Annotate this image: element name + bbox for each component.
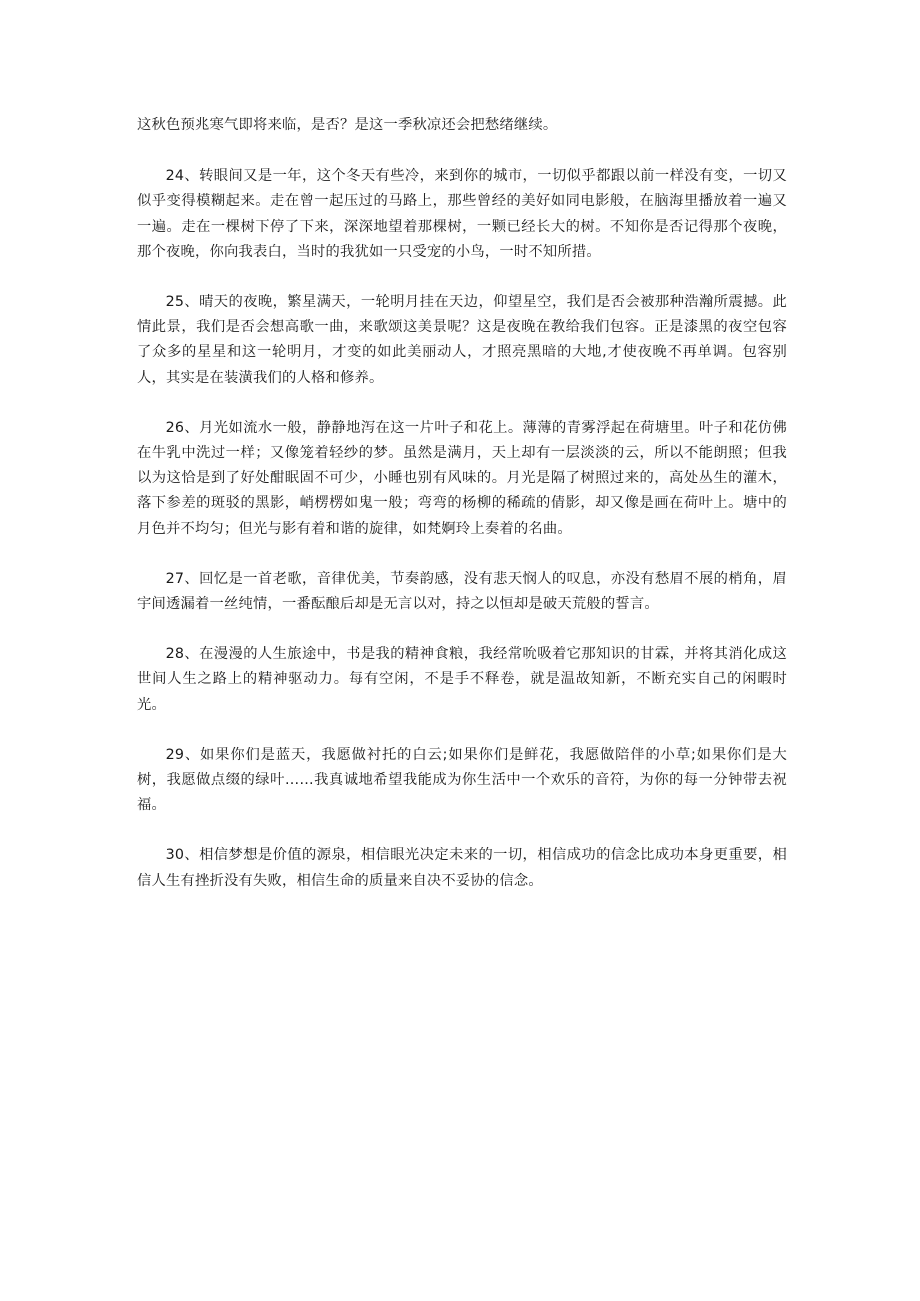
paragraph-28: 28、在漫漫的人生旅途中，书是我的精神食粮，我经常吮吸着它那知识的甘霖，并将其消化成这世间人生之路上的精神驱动力。每有空闲，不是手不释卷，就是温故知新，不断充实自己的闲暇时光。	[137, 646, 787, 713]
paragraph-continuation: 这秋色预兆寒气即将来临，是否？是这一季秋凉还会把愁绪继续。	[137, 117, 558, 133]
paragraph-30: 30、相信梦想是价值的源泉，相信眼光决定未来的一切，相信成功的信念比成功本身更重要，相信人生有挫折没有失败，相信生命的质量来自决不妥协的信念。	[137, 847, 787, 889]
paragraph-29: 29、如果你们是蓝天，我愿做衬托的白云;如果你们是鲜花，我愿做陪伴的小草;如果你们是大树，我愿做点缀的绿叶……我真诚地希望我能成为你生活中一个欢乐的音符，为你的每一分钟带去祝福。	[137, 746, 787, 814]
paragraph-27: 27、回忆是一首老歌，音律优美，节奏韵感，没有悲天悯人的叹息，亦没有愁眉不展的梢角，眉宇间透漏着一丝纯情，一番酝酿后却是无言以对，持之以恒却是破天荒般的誓言。	[137, 570, 787, 613]
document-body	[137, 113, 787, 919]
paragraph-24: 24、转眼间又是一年，这个冬天有些冷，来到你的城市，一切似乎都跟以前一样没有变，一切又似乎变得模糊起来。走在曾一起压过的马路上，那些曾经的美好如同电影般，在脑海里播放着一遍又一遍。走在一棵树下停了下来，深深地望着那棵树，一颗已经长大的树。不知你是否记得那个夜晚，那个夜晚，你向我表白，当时的我犹如一只受宠的小鸟，一时不知所措。	[137, 168, 787, 260]
paragraph-26: 26、月光如流水一般，静静地泻在这一片叶子和花上。薄薄的青雾浮起在荷塘里。叶子和花仿佛在牛乳中洗过一样；又像笼着轻纱的梦。虽然是满月，天上却有一层淡淡的云，所以不能朗照；但我以为这恰是到了好处酣眠固不可少，小睡也别有风味的。月光是隔了树照过来的，高处丛生的灌木，落下参差的斑驳的黑影，峭楞楞如鬼一般；弯弯的杨柳的稀疏的倩影，却又像是画在荷叶上。塘中的月色并不均匀；但光与影有着和谐的旋律，如梵婀玲上奏着的名曲。	[137, 419, 787, 537]
paragraph-25: 25、晴天的夜晚，繁星满天，一轮明月挂在天边，仰望星空，我们是否会被那种浩瀚所震撼。此情此景，我们是否会想高歌一曲，来歌颂这美景呢？这是夜晚在教给我们包容。正是漆黑的夜空包容了众多的星星和这一轮明月，才变的如此美丽动人，才照亮黑暗的大地,才使夜晚不再单调。包容别人，其实是在装潢我们的人格和修养。	[137, 294, 787, 386]
